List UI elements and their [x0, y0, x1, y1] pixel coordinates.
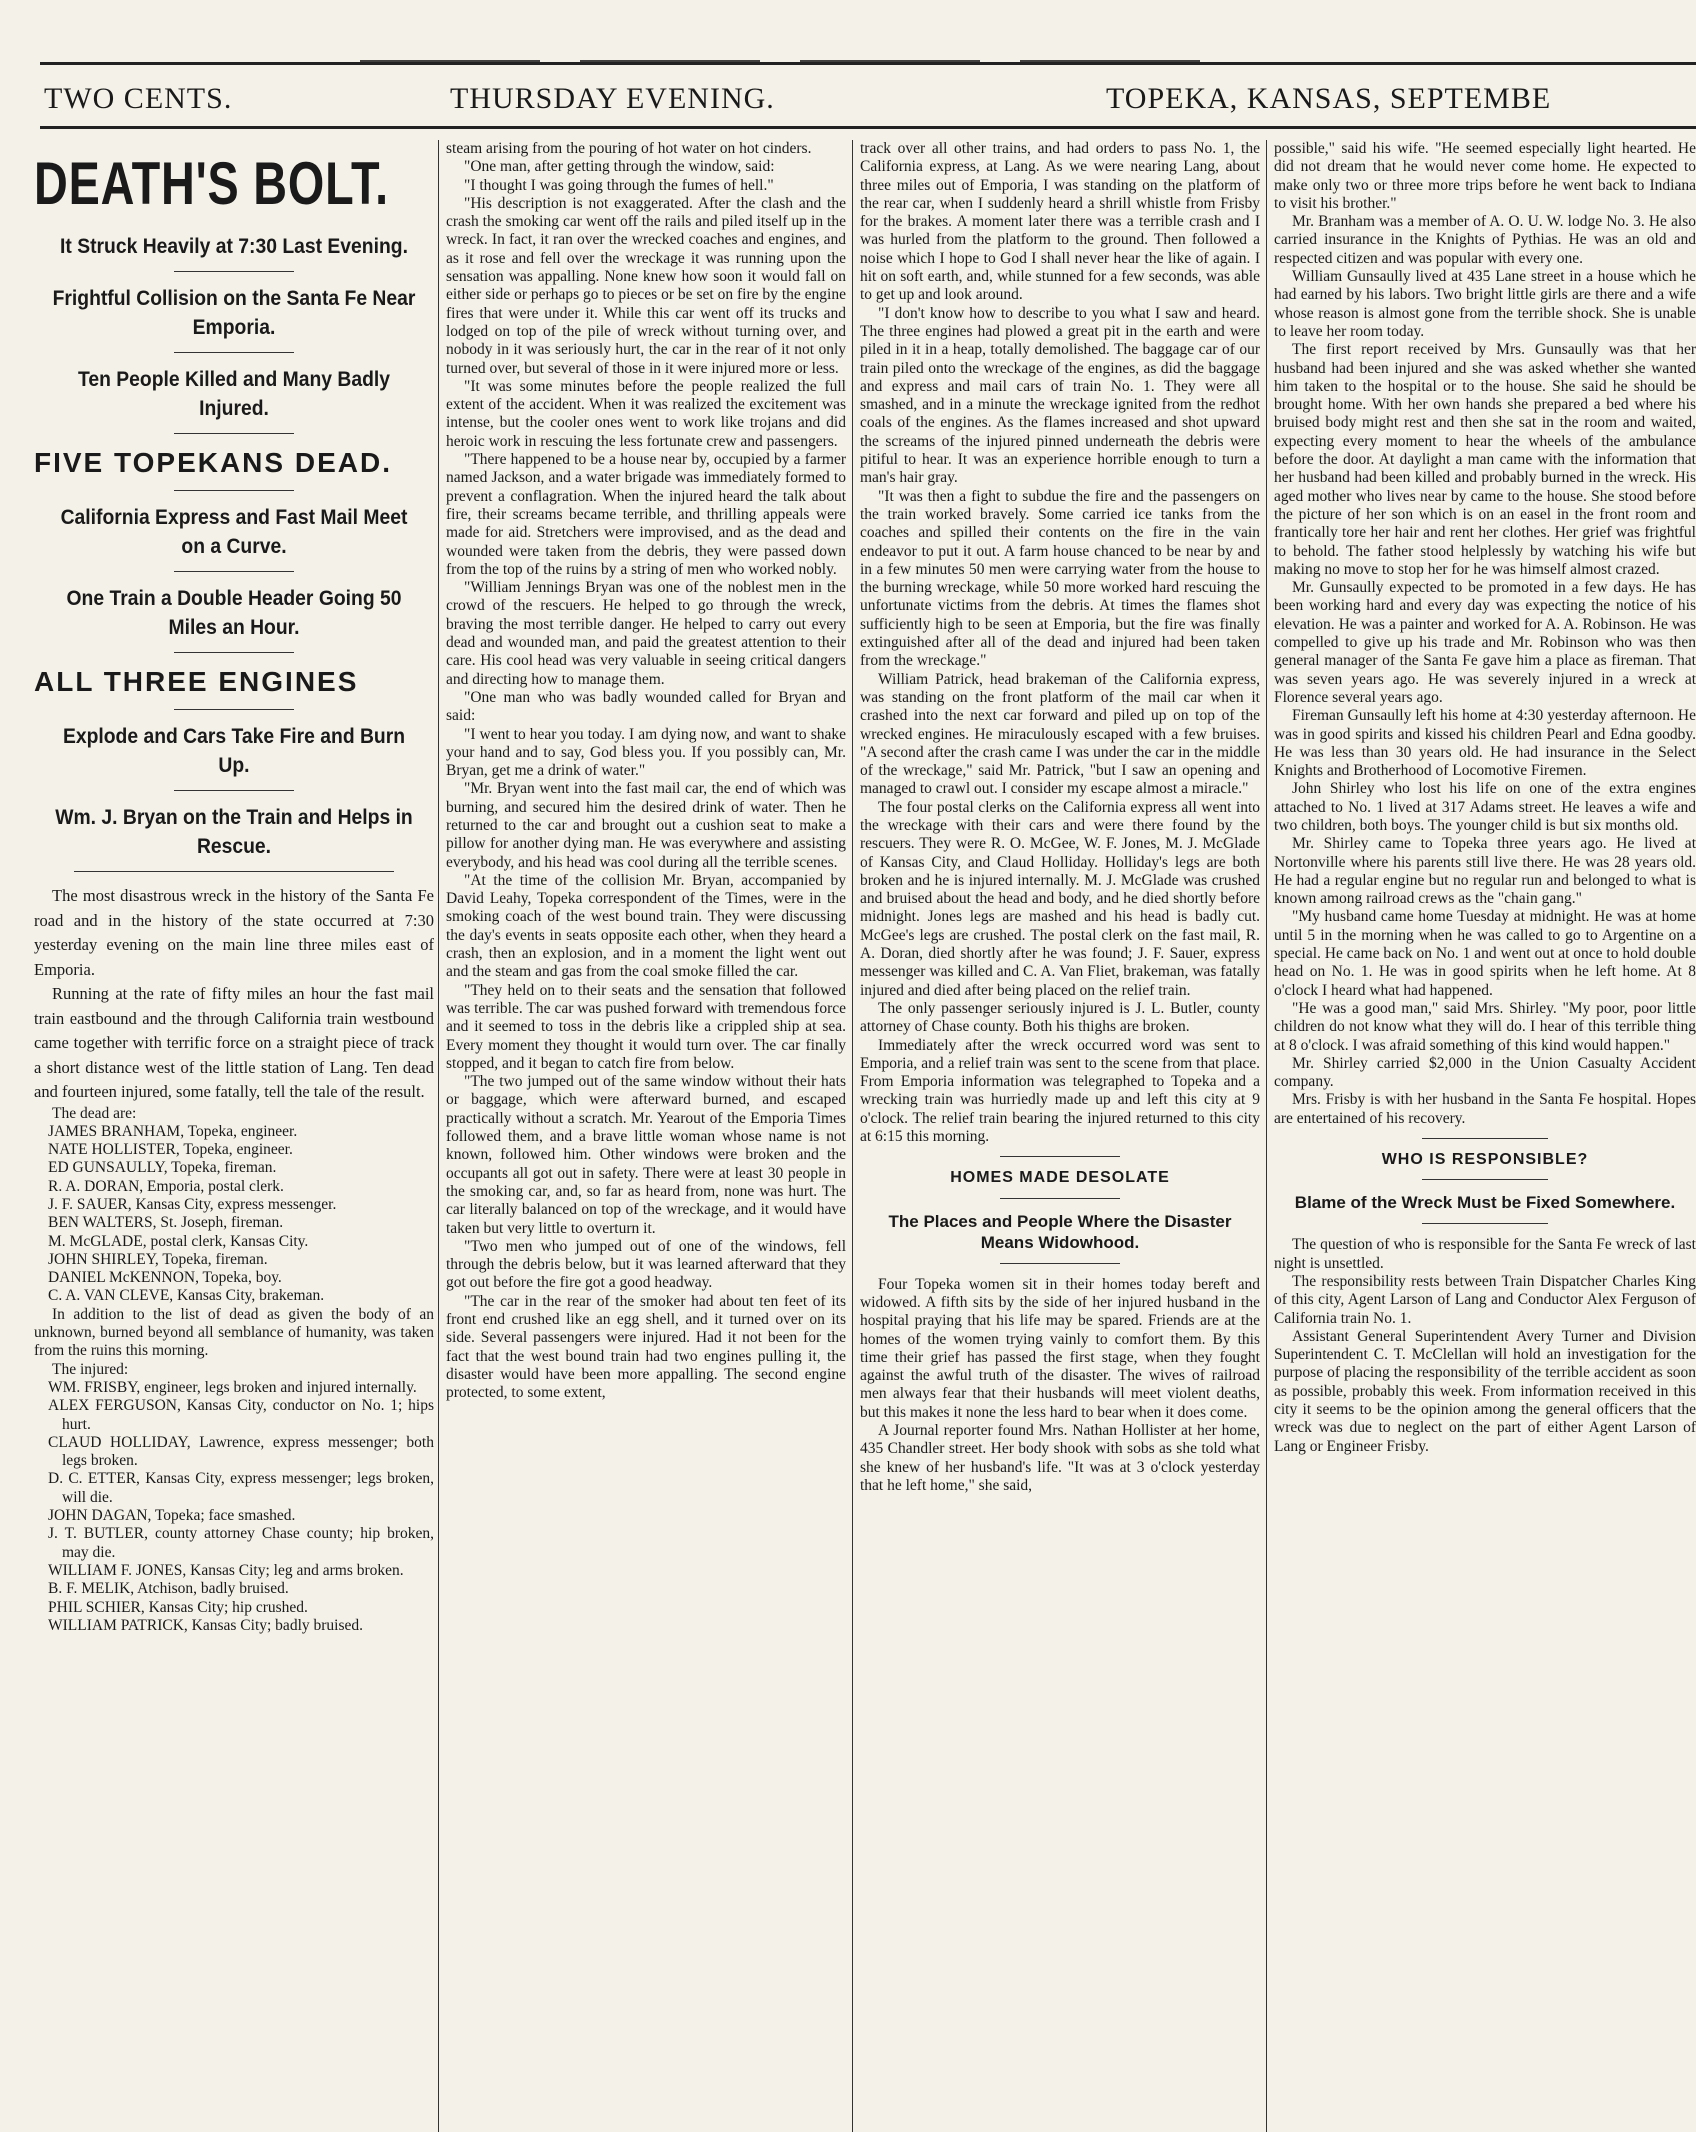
list-item: B. F. MELIK, Atchison, badly bruised.: [48, 1580, 289, 1598]
list-item: BEN WALTERS, St. Joseph, fireman.: [48, 1214, 284, 1232]
article-paragraph: "The car in the rear of the smoker had about ten feet of its front end crushed like an egg shell, and it turned over on its side. Several passengers were injured. Had it not been for the fact that the west bound train had two engines pulling it, the disaster would have been more appalling. The second engine protected, to some extent,: [446, 1292, 846, 1402]
article-paragraph: "It was some minutes before the people realized the full extent of the accident. When it was realized the excitement was intense, but the cooler ones went to work like trojans and did heroic work in rescuing the less fortunate crew and passengers.: [446, 377, 846, 450]
dead-list: [34, 1123, 434, 1306]
article-paragraph: "The two jumped out of the same window without their hats or baggage, which were afterward burned, and escaped practically without a scratch. Mr. Yearout of the Emporia Times followed them, and a brave little woman whose name is not known, followed him. Other windows were broken and the occupants all got out in safety. There were at least 30 people in the smoking car, and, so far as heard from, none was hurt. The car literally balanced on top of the wreckage, and it would have taken but very little to overturn it.: [446, 1073, 846, 1237]
article-paragraph: "One man, after getting through the window, said:: [464, 158, 775, 176]
list-item: WM. FRISBY, engineer, legs broken and injured internally.: [48, 1378, 417, 1396]
column-rule-2: [852, 140, 853, 2132]
deck-4: California Express and Fast Mail Meet on a Curve.: [60, 506, 408, 558]
deck-6: Explode and Cars Take Fire and Burn Up.: [62, 725, 406, 777]
section-rule: [1000, 1198, 1120, 1199]
deck-caps-2: ALL THREE ENGINES: [34, 666, 359, 697]
masthead-nameplate-fragment: [360, 0, 1360, 60]
section-rule: [1422, 1138, 1549, 1139]
article-paragraph: Mr. Shirley carried $2,000 in the Union Casualty Accident company.: [1274, 1054, 1696, 1091]
list-item: J. T. BUTLER, county attorney Chase county; hip broken, may die.: [48, 1525, 434, 1561]
lead-paragraph-2: Running at the rate of fifty miles an hour the fast mail train eastbound and the through California train westbound came together with terrific force on a straight piece of track a short distance west of the little station of Lang. Ten dead and fourteen injured, some fatally, tell the tale of the result.: [34, 984, 434, 1101]
deck-separator: [174, 790, 294, 791]
list-item: J. F. SAUER, Kansas City, express messenger.: [48, 1195, 337, 1213]
section-headline-homes: HOMES MADE DESOLATE: [950, 1169, 1170, 1187]
article-paragraph: "He was a good man," said Mrs. Shirley. "My poor, poor little children do not know what they will do. I hear of this terrible thing at 8 o'clock. I was afraid something of this kind would happen.": [1274, 999, 1696, 1054]
list-item: JAMES BRANHAM, Topeka, engineer.: [48, 1122, 298, 1140]
list-item: WILLIAM PATRICK, Kansas City; badly bruised.: [48, 1616, 364, 1634]
deck-separator: [174, 490, 294, 491]
dateline-price: TWO CENTS.: [44, 82, 233, 115]
column-2: [446, 140, 846, 2132]
article-paragraph: track over all other trains, and had orders to pass No. 1, the California express, at Lang. As we were nearing Lang, about three miles out of Emporia, I was standing on the platform of the rear car, when I suddenly heard a shrill whistle from Frisby for the brakes. A moment later there was a terrible crash and I was hurled from the platform to the ground. Then followed a noise which I hope to God I shall never hear the like of again. I hit on soft earth, and, while stunned for a few seconds, was able to get up and look around.: [860, 140, 1260, 304]
article-paragraph: "His description is not exaggerated. After the clash and the crash the smoking car went off the rails and piled itself up in the wreck. In fact, it ran over the wrecked coaches and engines, and as it rose and fell over the wreckage it was running upon the sensation was appalling. None knew how soon it would fall on either side or perhaps go to pieces or be set on fire by the engine fires that were under it. While this car went off its trucks and lodged on top of the pile of wreck without turning over, and nobody in it was seriously hurt, the car in the rear of it not only turned over, but several of those in it were injured more or less.: [446, 194, 846, 377]
deck-separator: [174, 571, 294, 572]
article-paragraph: Immediately after the wreck occurred word was sent to Emporia, and a relief train was sent to the scene from that place. From Emporia information was telegraphed to Topeka and a wrecking train was hurriedly made up and left this city at 9 o'clock. The relief train bearing the injured returned to this city at 6:15 this morning.: [860, 1036, 1260, 1146]
headline-end-rule: [74, 871, 394, 872]
article-paragraph: "They held on to their seats and the sensation that followed was terrible. The car was pushed forward with tremendous force and it seemed to toss in the debris like a crippled ship at sea. Every moment they thought it would turn over. The car finally stopped, and it began to catch fire from below.: [446, 981, 846, 1072]
article-paragraph: Mr. Branham was a member of A. O. U. W. lodge No. 3. He also carried insurance in the Knights of Pythias. He was an old and respected citizen and was popular with every one.: [1274, 213, 1696, 267]
article-paragraph: The question of who is responsible for the Santa Fe wreck of last night is unsettled.: [1274, 1236, 1696, 1272]
article-paragraph: Mr. Shirley came to Topeka three years ago. He lived at Nortonville where his parents still live there. He was 28 years old. He had a regular engine but no regular run and belonged to what is known among railroad crews as the "chain gang.": [1274, 835, 1696, 908]
article-paragraph: "Two men who jumped out of one of the windows, fell through the debris below, but it was learned afterward that they got out before the fire got a good headway.: [446, 1237, 846, 1292]
injured-intro: The injured:: [52, 1360, 129, 1378]
list-item: DANIEL McKENNON, Topeka, boy.: [48, 1269, 282, 1287]
deck-separator: [174, 652, 294, 653]
article-paragraph: "There happened to be a house near by, occupied by a farmer named Jackson, and a water brigade was immediately formed to prevent a conflagration. When the injured heard the talk about fire, their screams became terrible, and thrilling appeals were made for aid. Stretchers were improvised, and as the dead and wounded were taken from the debris, they were passed down from the top of the ruins by a string of men who worked nobly.: [446, 451, 846, 578]
section-headline-responsible: WHO IS RESPONSIBLE?: [1381, 1151, 1589, 1169]
deck-separator: [174, 271, 294, 272]
deck-7: Wm. J. Bryan on the Train and Helps in Rescue.: [55, 806, 413, 858]
section-rule: [1422, 1179, 1549, 1180]
deck-5: One Train a Double Header Going 50 Miles an Hour.: [66, 587, 402, 639]
deck-1: It Struck Heavily at 7:30 Last Evening.: [60, 235, 408, 258]
dateline-day: THURSDAY EVENING.: [450, 82, 775, 115]
list-item: M. McGLADE, postal clerk, Kansas City.: [48, 1232, 309, 1250]
column-4: [1274, 140, 1696, 2132]
dateline-place: TOPEKA, KANSAS, SEPTEMBE: [1106, 82, 1552, 115]
deck-3: Ten People Killed and Many Badly Injured.: [77, 368, 391, 420]
article-paragraph: "One man who was badly wounded called for Bryan and said:: [446, 688, 846, 725]
deck-separator: [174, 352, 294, 353]
article-paragraph: Mrs. Frisby is with her husband in the Santa Fe hospital. Hopes are entertained of his recovery.: [1274, 1091, 1696, 1127]
section-rule: [1422, 1223, 1549, 1224]
article-paragraph: William Gunsaully lived at 435 Lane street in a house which he had earned by his labors. Two bright little girls are there and a wife whose reason is almost gone from the terrible shock. She is unable to leave her room today.: [1274, 268, 1696, 340]
article-paragraph: "My husband came home Tuesday at midnight. He was at home until 5 in the morning when he was called to go to Argentine on a special. He came back on No. 1 and went out at once to hold double head on No. 1. He was in good spirits when he left home. At 8 o'clock I heard what had happened.: [1274, 908, 1696, 999]
list-item: JOHN DAGAN, Topeka; face smashed.: [48, 1507, 296, 1525]
unknown-body-paragraph: In addition to the list of dead as given the body of an unknown, burned beyond all semblance of humanity, was taken from the ruins this morning.: [34, 1305, 434, 1360]
list-item: D. C. ETTER, Kansas City, express messenger; legs broken, will die.: [48, 1470, 434, 1506]
article-paragraph: Mr. Gunsaully expected to be promoted in a few days. He has been working hard and every day was expecting the notice of his elevation. He was a painter and worked for A. A. Robinson. He was compelled to give up his trade and Mr. Robinson who was then general manager of the Santa Fe gave him a place as fireman. That was seven years ago. He was severely injured in a wreck at Florence several years ago.: [1274, 579, 1696, 706]
column-rule-1: [438, 140, 439, 2132]
section-deck-responsible: Blame of the Wreck Must be Fixed Somewhere.: [1294, 1193, 1676, 1213]
dead-intro: The dead are:: [52, 1104, 137, 1122]
article-paragraph: The responsibility rests between Train Dispatcher Charles King of this city, Agent Larson of Lang and Conductor Alex Ferguson of California train No. 1.: [1274, 1272, 1696, 1327]
deck-2: Frightful Collision on the Santa Fe Near Emporia.: [52, 287, 416, 339]
list-item: C. A. VAN CLEVE, Kansas City, brakeman.: [48, 1287, 325, 1305]
article-paragraph: "It was then a fight to subdue the fire and the passengers on the train worked bravely. Some carried ice tanks from the coaches and spilled their contents on the fire in the vain endeavor to put it out. A farm house chanced to be near by and in a few minutes 50 men were carrying water from the house to the burning wreckage, while 50 more worked hard rescuing the unfortunate victims from the debris. At times the flames shot sufficiently high to be seen at Emporia, but the fire was finally extinguished after all of the dead and injured had been taken from the wreckage.": [860, 487, 1260, 670]
masthead: [0, 0, 1696, 64]
section-rule: [1000, 1263, 1120, 1264]
masthead-rule: [40, 62, 1696, 65]
list-item: PHIL SCHIER, Kansas City; hip crushed.: [48, 1598, 308, 1616]
column-rule-3: [1266, 140, 1267, 2132]
deck-separator: [174, 709, 294, 710]
list-item: WILLIAM F. JONES, Kansas City; leg and arms broken.: [48, 1561, 404, 1579]
article-paragraph: The first report received by Mrs. Gunsaully was that her husband had been injured and she was asked whether she wanted him taken to the hospital or to the house. She said he should be brought home. With her own hands she prepared a bed where his bruised body might rest and then she sat in the room and waited, expecting every moment to hear the wheels of the ambulance before the door. At daylight a man came with the information that her husband had been killed and probably burned in the wreck. His aged mother who lives near by came to the house. She stood before the picture of her son which is on an easel in the front room and frantically tore her hair and rent her clothes. Her grief was frightful to behold. The father stood helplessly by watching his wife but making no move to stop her for he was himself almost crazed.: [1274, 341, 1696, 578]
list-item: R. A. DORAN, Emporia, postal clerk.: [48, 1177, 284, 1195]
article-paragraph: "I went to hear you today. I am dying now, and want to shake your hand and to say, God bless you. If you possibly can, Mr. Bryan, get me a drink of water.": [446, 725, 846, 780]
list-item: JOHN SHIRLEY, Topeka, fireman.: [48, 1250, 268, 1268]
article-paragraph: "At the time of the collision Mr. Bryan, accompanied by David Leahy, Topeka correspondent of the Times, were in the smoking coach of the west bound train. They were discussing the day's events in seats opposite each other, when they heard a crash, then an explosion, and in a moment the light went out and the steam and gas from the coal smoke filled the car.: [446, 871, 846, 981]
dateline: [40, 74, 1696, 124]
article-paragraph: "I thought I was going through the fumes of hell.": [464, 176, 774, 194]
list-item: CLAUD HOLLIDAY, Lawrence, express messenger; both legs broken.: [48, 1433, 434, 1470]
article-paragraph: "William Jennings Bryan was one of the noblest men in the crowd of the rescuers. He helped to go through the wreck, braving the most terrible danger. He helped to carry out every dead and wounded man, and paid the greatest attention to their care. His cool head was very valuable in seeing critical dangers and directing how to manage them.: [446, 579, 846, 688]
section-rule: [1000, 1156, 1120, 1157]
article-paragraph: steam arising from the pouring of hot water on hot cinders.: [446, 140, 812, 157]
article-paragraph: "I don't know how to describe to you what I saw and heard. The three engines had plowed a great pit in the earth and were piled in it in a heap, totally demolished. The baggage car of our train piled onto the wreckage of the engines, as did the baggage and express and mail cars of train No. 1. They were all smashed, and in a minute the wreckage ignited from the redhot coals of the engines. As the flames increased and shot upward the screams of the injured pinned underneath the debris were pitiful to hear. It was an experience horrible enough to turn a man's hair gray.: [860, 304, 1260, 487]
deck-separator: [174, 433, 294, 434]
lead-paragraph-1: The most disastrous wreck in the history of the Santa Fe road and in the history of the state occurred at 7:30 yesterday evening on the main line three miles east of Emporia.: [34, 886, 434, 979]
article-paragraph: A Journal reporter found Mrs. Nathan Hollister at her home, 435 Chandler street. Her body shook with sobs as she told what she knew of her husband's life. "It was at 3 o'clock yesterday that he left home," she said,: [860, 1422, 1260, 1494]
article-paragraph: The only passenger seriously injured is J. L. Butler, county attorney of Chase county. Both his thighs are broken.: [860, 999, 1260, 1036]
injured-list: [34, 1379, 434, 1635]
article-paragraph: Four Topeka women sit in their homes today bereft and widowed. A fifth sits by the side of her injured husband in the hospital praying that his life may be spared. Friends are at the homes of the women trying vainly to comfort them. By this time their grief has passed the first stage, when they fought against the awful truth of the disaster. The wives of railroad men always fear that their husbands will meet violent deaths, but this makes it none the less hard to bear when it does come.: [860, 1275, 1260, 1421]
article-paragraph: John Shirley who lost his life on one of the extra engines attached to No. 1 lived at 317 Adams street. He leaves a wife and two children, both boys. The younger child is but six months old.: [1274, 780, 1696, 834]
dateline-rule: [40, 126, 1696, 129]
deck-caps-1: FIVE TOPEKANS DEAD.: [34, 447, 392, 478]
article-paragraph: "Mr. Bryan went into the fast mail car, the end of which was burning, and secured him the desired drink of water. Then he returned to the car and brought out a cushion seat to make a pillow for another dying man. He was everywhere and assisting everybody, and his head was cool during all the terrible scenes.: [446, 780, 846, 871]
column-1: [34, 140, 434, 2132]
list-item: ALEX FERGUSON, Kansas City, conductor on No. 1; hips hurt.: [48, 1397, 434, 1433]
main-headline: DEATH'S BOLT.: [34, 150, 389, 217]
column-3: [860, 140, 1260, 2132]
article-paragraph: possible," said his wife. "He seemed especially light hearted. He did not dream that he would never come home. He expected to make only two or three more trips before he went back to Indiana to visit his brother.": [1274, 140, 1696, 212]
list-item: NATE HOLLISTER, Topeka, engineer.: [48, 1141, 293, 1159]
article-paragraph: Fireman Gunsaully left his home at 4:30 yesterday afternoon. He was in good spirits and kissed his children Pearl and Edna goodby. He was less than 30 years old. He had insurance in the Select Knights and Brotherhood of Locomotive Firemen.: [1274, 707, 1696, 780]
section-deck-homes: The Places and People Where the Disaster Means Widowhood.: [888, 1211, 1232, 1252]
list-item: ED GUNSAULLY, Topeka, fireman.: [48, 1159, 277, 1177]
article-paragraph: William Patrick, head brakeman of the California express, was standing on the front platform of the mail car when it crashed into the next car forward and piled up on top of the wrecked engines. He miraculously escaped with a few bruises. "A second after the crash came I was under the car in the middle of the wreckage," said Mr. Patrick, "but I saw an opening and managed to crawl out. I consider my escape almost a miracle.": [860, 670, 1260, 798]
article-paragraph: Assistant General Superintendent Avery Turner and Division Superintendent C. T. McClellan will hold an investigation for the purpose of placing the responsibility of the terrible accident as soon as possible, probably this week. From information received in this city it seems to be the opinion among the general officers that the wreck was due to neglect on the part of either Agent Larson of Lang or Engineer Frisby.: [1274, 1327, 1696, 1455]
article-paragraph: The four postal clerks on the California express all went into the wreckage with their cars and were there found by the rescuers. They were R. O. McGee, W. F. Jones, M. J. McGlade of Kansas City, and Claud Holliday. Holliday's legs are both broken and he is injured internally. M. J. McGlade was crushed and bruised about the head and body, and he died shortly before midnight. Jones legs are mashed and his head is badly cut. McGee's legs are crushed. The postal clerk on the fast mail, R. A. Doran, died shortly after he was found; J. F. Sauer, express messenger was killed and C. A. Van Fliet, brakeman, was fatally injured and died after being placed on the relief train.: [860, 798, 1260, 999]
